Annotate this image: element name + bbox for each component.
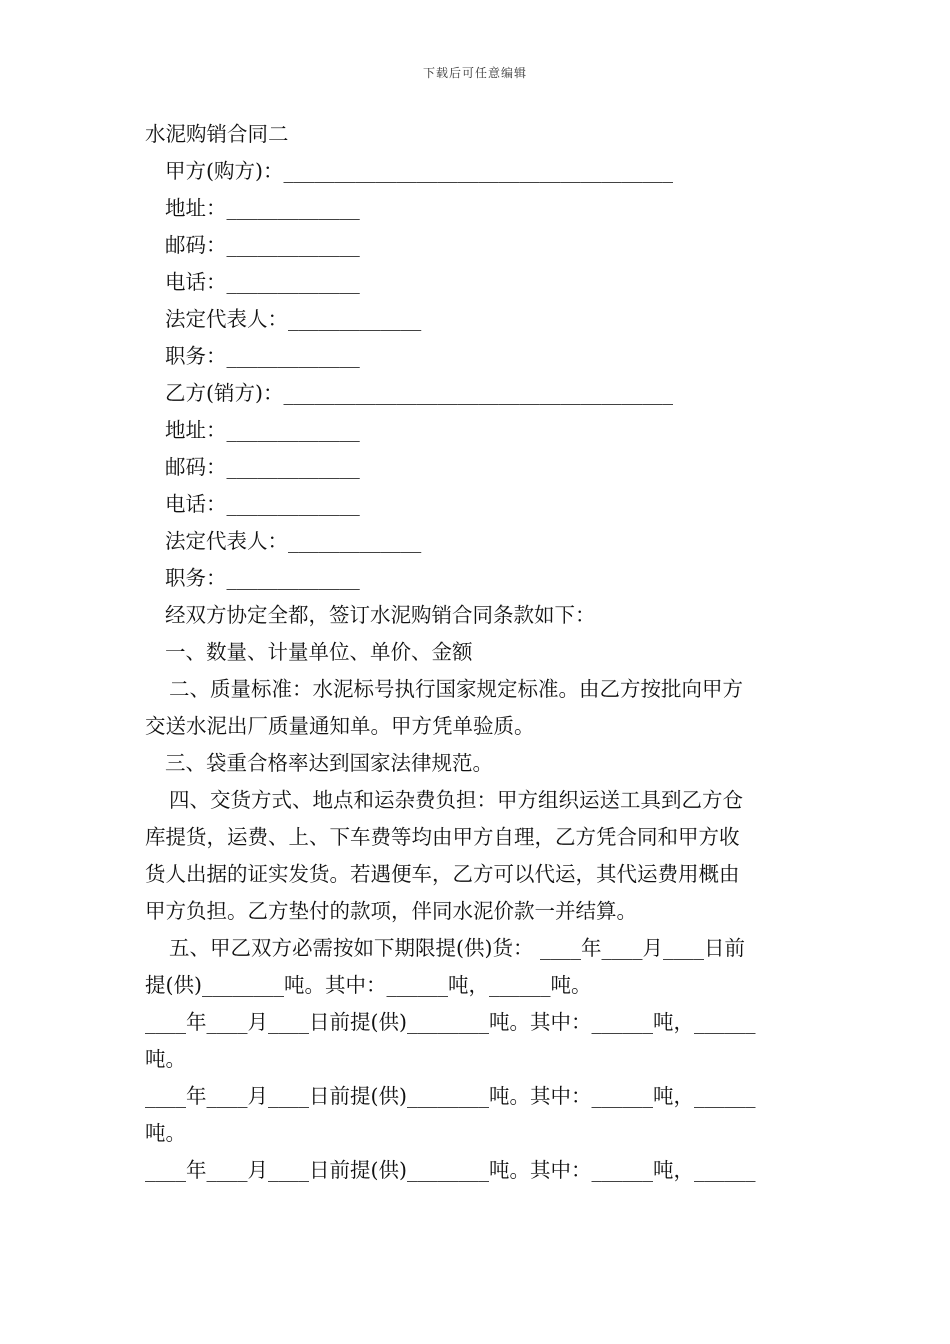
party-b-position-line: 职务：_____________ (165, 566, 360, 590)
party-b-name-line: 乙方(销方)：______________________________________ (165, 381, 673, 405)
clause-3: 三、袋重合格率达到国家法律规范。 (165, 751, 493, 775)
party-b-postcode-line: 邮码：_____________ (165, 455, 360, 479)
contract-body (145, 116, 810, 1189)
party-a-postcode-line: 邮码：_____________ (165, 233, 360, 257)
page-header: 下载后可任意编辑 (422, 66, 527, 80)
party-a-name-line: 甲方(购方)：______________________________________ (165, 159, 673, 183)
clause-2-line-2: 交送水泥出厂质量通知单。甲方凭单验质。 (145, 714, 535, 738)
clause-5-line-5: ____年____月____日前提(供)________吨。其中：______吨，______ (145, 1084, 756, 1108)
party-a-position-line: 职务：_____________ (165, 344, 360, 368)
party-a-address-line: 地址：_____________ (165, 196, 360, 220)
party-b-legal-rep-line: 法定代表人：_____________ (165, 529, 422, 553)
clause-5-line-7: ____年____月____日前提(供)________吨。其中：______吨，______ (145, 1158, 756, 1182)
clause-2-line-1: 二、质量标准：水泥标号执行国家规定标准。由乙方按批向甲方 (169, 677, 743, 701)
clause-4-line-3: 货人出据的证实发货。若遇便车，乙方可以代运，其代运费用概由 (145, 862, 740, 886)
party-b-address-line: 地址：_____________ (165, 418, 360, 442)
clause-5-line-1: 五、甲乙双方必需按如下期限提(供)货： ____年____月____日前 (169, 936, 746, 960)
clause-1: 一、数量、计量单位、单价、金额 (165, 640, 473, 664)
party-a-legal-rep-line: 法定代表人：_____________ (165, 307, 422, 331)
clause-4-line-4: 甲方负担。乙方垫付的款项，伴同水泥价款一并结算。 (145, 899, 637, 923)
clause-5-line-4: 吨。 (145, 1047, 186, 1071)
party-a-phone-line: 电话：_____________ (165, 270, 360, 294)
clause-5-line-3: ____年____月____日前提(供)________吨。其中：______吨，______ (145, 1010, 756, 1034)
document-title: 水泥购销合同二 (145, 122, 289, 146)
clause-4-line-2: 库提货，运费、上、下车费等均由甲方自理，乙方凭合同和甲方收 (145, 825, 740, 849)
clause-5-line-2: 提(供)________吨。其中：______吨，______吨。 (145, 973, 592, 997)
party-b-phone-line: 电话：_____________ (165, 492, 360, 516)
intro-paragraph: 经双方协定全都，签订水泥购销合同条款如下： (165, 603, 596, 627)
clause-5-line-6: 吨。 (145, 1121, 186, 1145)
clause-4-line-1: 四、交货方式、地点和运杂费负担：甲方组织运送工具到乙方仓 (169, 788, 743, 812)
